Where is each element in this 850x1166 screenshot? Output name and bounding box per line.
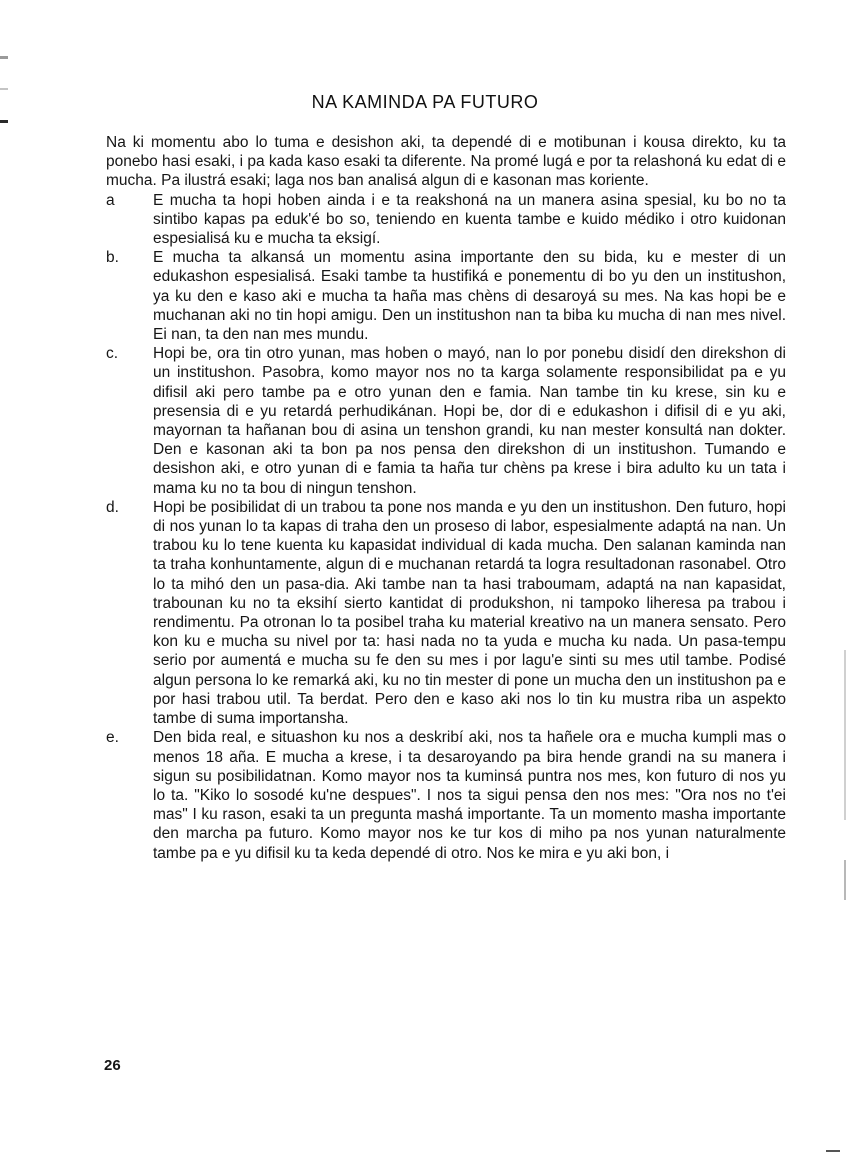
scan-margin-mark: [0, 120, 8, 123]
list-item: [106, 248, 786, 344]
item-text: E mucha ta alkansá un momentu asina importante den su bida, ku e mester di un edukashon espesialisá. Esaki tambe ta hustifiká e ponementu di bo yu den un institushon, ya ku den e kaso aki e mucha ta haña mas chèns di desaroyá su mes. Na kas hopi be e muchanan aki no tin hopi amigu. Den un institushon nan ta biba ku mucha di nan mes nivel. Ei nan, ta den nan mes mundu.: [153, 249, 786, 344]
item-marker: e.: [106, 729, 119, 747]
item-text: Hopi be posibilidat di un trabou ta pone nos manda e yu den un institushon. Den futuro, hopi di nos yunan lo ta kapas di traha den un proseso di labor, espesialmente adaptá na nan. Un trabou ku lo tene kuenta ku kapasidat individual di kada mucha. Den salanan kaminda nan ta traha konhuntamente, algun di e muchanan retardá ta logra resultadonan rasonabel. Otro lo ta mihó den un pasa-dia. Aki tambe nan ta hasi traboumam, adaptá na nan kapasidat, trabounan ku no ta eksihí sierto kantidat di produkshon, ni tampoko liheresa pa trabou i rendimentu. Pa otronan lo ta posibel traha ku material kreativo na un manera sensato. Pero kon ku e mucha su nivel por ta: hasi nada no ta yuda e mucha ku nada. Un pasa-tempu serio por aumentá e mucha su fe den su mes i por lagu'e sinti su mes util tambe. Podisé algun persona lo ke remarká aki, ku no tin mester di pone un mucha den un institushon pa e por hasi trabou util. Ta berdat. Pero den e kaso aki nos lo tin ku mustra riba un aspekto tambe di suma importansha.: [153, 498, 786, 728]
list-item: [106, 498, 786, 728]
item-text: E mucha ta hopi hoben ainda i e ta reakshoná na un manera asina spesial, ku bo no ta sintibo kapas pa eduk'é bo so, teniendo en kuenta tambe e kuido médiko i otro kuidonan espesialisá ku e mucha ta eksigí.: [153, 191, 786, 248]
item-list: [106, 191, 786, 863]
scan-edge-shadow: [826, 1150, 840, 1152]
item-marker: d.: [106, 498, 119, 516]
scan-margin-mark: [0, 56, 8, 59]
body-text: [106, 133, 786, 863]
scan-margin-mark: [0, 88, 8, 90]
item-marker: a: [106, 191, 115, 209]
item-marker: c.: [106, 345, 119, 363]
item-text: Den bida real, e situashon ku nos a deskribí aki, nos ta hañele ora e mucha kumpli mas o menos 18 aña. E mucha a krese, i ta desaroyando pa bira hende grandi na su manera i sigun su posibilidatnan. Komo mayor nos ta kuminsá puntra nos mes, kon futuro di nos yu lo ta. "Kiko lo sosodé ku'ne despues". I nos ta sigui pensa den nos mes: "Ora nos no t'ei mas" I ku rason, esaki ta un pregunta mashá importante. Ta un momento masha importante den marcha pa futuro. Komo mayor nos ke tur kos di miho pa nos yunan naturalmente tambe pa e yu difisil ku ta keda dependé di otro. Nos ke mira e yu aki bon, i: [153, 729, 786, 862]
item-text: Hopi be, ora tin otro yunan, mas hoben o mayó, nan lo por ponebu disidí den direkshon di un institushon. Pasobra, komo mayor nos no ta karga solamente responsibilidat pa e yu difisil aki pero tambe pa e otro yunan den e famia. Nan tambe tin ku krese, sin ku e presensia di e yu retardá perhudikánan. Hopi be, dor di e edukashon i difisil di e yu aki, mayornan ta hañanan bou di asina un tenshon grandi, ku nan mester konsultá nan dokter. Den e kasonan aki ta bon pa nos pensa den direkshon di un institushon. Tumando e desishon aki, e otro yunan di e famia ta haña tur chèns pa krese i bira adulto ku un tata i mama ku no ta bou di ningun tenshon.: [153, 345, 786, 497]
item-marker: b.: [106, 249, 119, 267]
list-item: [106, 191, 786, 249]
scan-edge-shadow: [844, 650, 846, 820]
page-title: NA KAMINDA PA FUTURO: [311, 92, 539, 112]
intro-paragraph: Na ki momentu abo lo tuma e desishon aki, ta dependé di e motibunan i kousa direkto, ku ta ponebo hasi esaki, i pa kada kaso esaki ta diferente. Na promé lugá e por ta relashoná ku edat di e mucha. Pa ilustrá esaki; laga nos ban analisá algun di e kasonan mas koriente.: [106, 134, 786, 190]
page-number: 26: [104, 1057, 121, 1074]
list-item: [106, 344, 786, 498]
list-item: [106, 728, 786, 862]
scan-edge-shadow: [844, 860, 846, 900]
